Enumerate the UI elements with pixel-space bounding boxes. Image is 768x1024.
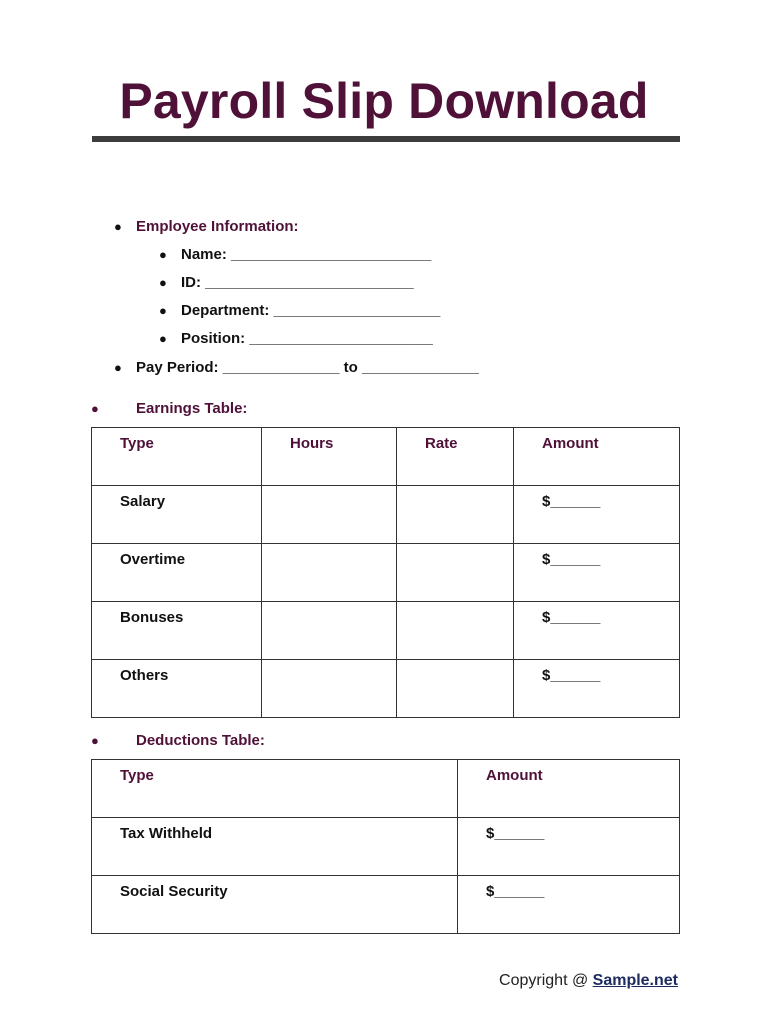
hours-cell[interactable] (262, 602, 397, 660)
bullet-dot-icon: ● (159, 303, 167, 318)
pay-period-to-blank[interactable]: ______________ (362, 359, 479, 376)
bullet-dot-icon: ● (159, 247, 167, 262)
column-header: Type (92, 428, 262, 486)
page-title: Payroll Slip Download (119, 73, 649, 129)
column-header: Type (92, 760, 458, 818)
title-divider (92, 136, 680, 142)
column-header: Amount (458, 760, 680, 818)
department-label: Department: (181, 302, 270, 319)
id-field (159, 273, 414, 293)
name-blank[interactable]: ________________________ (231, 246, 432, 263)
table-row (92, 602, 680, 660)
amount-cell[interactable]: $______ (514, 544, 680, 602)
employee-info-heading-text: Employee Information: (136, 218, 299, 235)
pay-period-to-text: to (343, 359, 358, 376)
employee-info-heading (114, 217, 299, 237)
deduction-type-cell: Social Security (92, 876, 458, 934)
amount-cell[interactable]: $______ (458, 818, 680, 876)
column-header: Rate (397, 428, 514, 486)
amount-cell[interactable]: $______ (514, 602, 680, 660)
earning-type-cell: Bonuses (92, 602, 262, 660)
department-blank[interactable]: ____________________ (273, 302, 441, 319)
amount-cell[interactable]: $______ (514, 486, 680, 544)
id-blank[interactable]: _________________________ (205, 274, 414, 291)
earning-type-cell: Overtime (92, 544, 262, 602)
earnings-heading-text: Earnings Table: (136, 400, 248, 417)
hours-cell[interactable] (262, 544, 397, 602)
bullet-dot-icon: ● (91, 401, 99, 416)
deductions-heading (91, 731, 265, 751)
deductions-heading-text: Deductions Table: (136, 732, 265, 749)
bullet-dot-icon: ● (159, 331, 167, 346)
earning-type-cell: Salary (92, 486, 262, 544)
table-row (92, 660, 680, 718)
hours-cell[interactable] (262, 660, 397, 718)
brand-link[interactable]: Sample.net (592, 972, 678, 989)
rate-cell[interactable] (397, 544, 514, 602)
bullet-dot-icon: ● (159, 275, 167, 290)
rate-cell[interactable] (397, 660, 514, 718)
table-row (92, 486, 680, 544)
pay-period-field (114, 358, 479, 378)
position-field (159, 329, 433, 349)
name-label: Name: (181, 246, 227, 263)
position-label: Position: (181, 330, 246, 347)
bullet-dot-icon: ● (91, 733, 99, 748)
copyright-footer (499, 972, 678, 990)
deduction-type-cell: Tax Withheld (92, 818, 458, 876)
rate-cell[interactable] (397, 602, 514, 660)
amount-cell[interactable]: $______ (458, 876, 680, 934)
position-blank[interactable]: ______________________ (249, 330, 433, 347)
column-header: Amount (514, 428, 680, 486)
rate-cell[interactable] (397, 486, 514, 544)
deductions-header-row (92, 760, 680, 818)
column-header: Hours (262, 428, 397, 486)
copyright-prefix: Copyright @ (499, 972, 593, 989)
earnings-table (91, 427, 680, 718)
deductions-table (91, 759, 680, 934)
table-row (92, 876, 680, 934)
hours-cell[interactable] (262, 486, 397, 544)
bullet-dot-icon: ● (114, 360, 122, 375)
earning-type-cell: Others (92, 660, 262, 718)
earnings-header-row (92, 428, 680, 486)
id-label: ID: (181, 274, 201, 291)
table-row (92, 544, 680, 602)
table-row (92, 818, 680, 876)
bullet-dot-icon: ● (114, 219, 122, 234)
earnings-heading (91, 399, 248, 419)
amount-cell[interactable]: $______ (514, 660, 680, 718)
pay-period-label: Pay Period: (136, 359, 219, 376)
department-field (159, 301, 441, 321)
pay-period-from-blank[interactable]: ______________ (222, 359, 340, 376)
name-field (159, 245, 432, 265)
